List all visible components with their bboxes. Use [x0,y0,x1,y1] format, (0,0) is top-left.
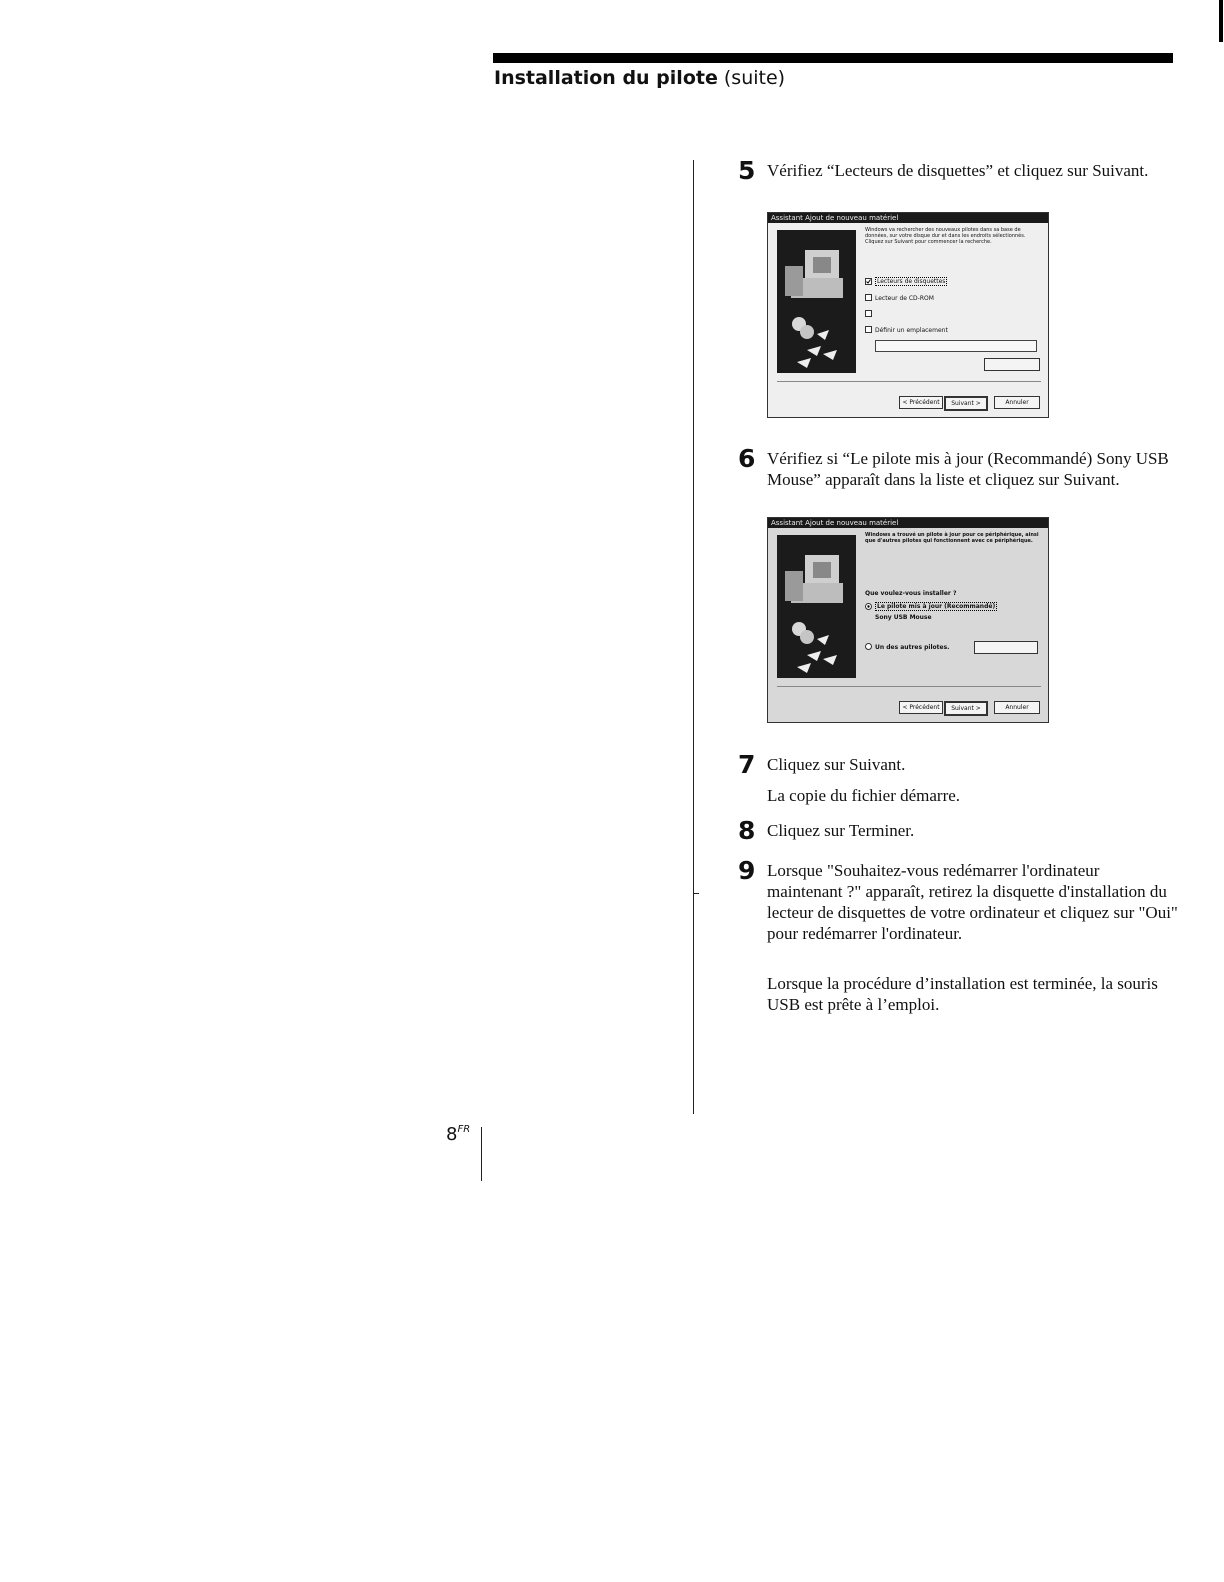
page-number [446,1124,470,1145]
computer-illustration-icon [777,230,856,373]
dialog-intro: Windows a trouvé un pilote à jour pour ce périphérique, ainsi que d'autres pilotes qui fonctionnent avec ce périphérique. [865,532,1039,544]
page-title-main: Installation du pilote [494,67,718,89]
dialog-title: Assistant Ajout de nouveau matériel [768,518,1048,528]
page-title [494,67,785,89]
step-7-detail: La copie du fichier démarre. [767,786,961,805]
next-button[interactable]: Suivant > [944,396,988,411]
option-cdrom[interactable] [865,294,934,302]
step-6 [738,444,1178,490]
footer-rule [481,1127,482,1181]
step-9 [738,856,1178,944]
checkbox-icon[interactable] [865,294,872,301]
computer-illustration-icon [777,535,856,678]
step-text: Cliquez sur Suivant. [767,755,906,774]
step-number: 7 [738,750,756,779]
radio-selected-icon[interactable] [865,603,872,610]
step-text: Vérifiez si “Le pilote mis à jour (Recommandé) Sony USB Mouse” apparaît dans la liste et cliquez sur Suivant. [767,449,1169,489]
page-number-value: 8 [446,1124,458,1145]
option-location[interactable] [865,326,948,334]
column-divider-tick [693,893,699,894]
step-7 [738,750,1178,779]
cancel-button[interactable]: Annuler [994,701,1040,714]
step-text: Cliquez sur Terminer. [767,821,915,840]
dialog-separator [777,381,1041,382]
radio-icon[interactable] [865,643,872,650]
checkbox-icon[interactable] [865,326,872,333]
option-label: Lecteurs de disquettes [877,278,946,285]
column-divider [693,160,694,1114]
step-number: 8 [738,816,756,845]
option-label: Un des autres pilotes. [875,644,950,651]
back-button[interactable]: < Précédent [899,701,943,714]
page-title-suffix: (suite) [723,67,786,89]
step-number: 9 [738,856,756,885]
next-button[interactable]: Suivant > [944,701,988,716]
checkbox-icon [865,310,872,317]
dialog-screenshot-driver [767,517,1049,723]
step-number: 6 [738,444,756,473]
step-text: Lorsque "Souhaitez-vous redémarrer l'ordinateur maintenant ?" apparaît, retirez la disquette d'installation du lecteur de disquettes de votre ordinateur et cliquez sur "Oui" pour redémarrer l'ordinateur. [767,861,1178,943]
option-other-drivers[interactable] [865,643,949,651]
cancel-button[interactable]: Annuler [994,396,1040,409]
view-list-button[interactable] [974,641,1038,654]
dialog-intro: Windows va rechercher des nouveaux pilotes dans sa base de données, sur votre disque dur et dans les endroits sélectionnés. Cliquez sur Suivant pour commencer la recherche. [865,227,1026,245]
step-number: 5 [738,156,756,185]
option-disabled [865,310,875,318]
option-label: Lecteur de CD-ROM [875,295,934,302]
page-number-suffix: FR [457,1124,471,1135]
step-8 [738,816,1178,845]
wizard-illustration [777,230,856,373]
question-label: Que voulez-vous installer ? [865,590,957,597]
dialog-separator [777,686,1041,687]
back-button[interactable]: < Précédent [899,396,943,409]
step-5 [738,156,1178,185]
option-sublabel: Sony USB Mouse [875,614,932,621]
wizard-illustration [777,535,856,678]
page-edge-mark [1219,0,1223,42]
dialog-title: Assistant Ajout de nouveau matériel [768,213,1048,223]
option-label: Définir un emplacement [875,327,948,334]
option-updated-driver[interactable] [865,603,997,610]
step-text: Vérifiez “Lecteurs de disquettes” et cliquez sur Suivant. [767,161,1149,180]
closing-paragraph: Lorsque la procédure d’installation est terminée, la souris USB est prête à l’emploi. [767,974,1158,1014]
option-floppy[interactable] [865,278,947,285]
dialog-screenshot-floppy [767,212,1049,418]
option-label: Le pilote mis à jour (Recommandé) [877,603,996,610]
header-rule [493,53,1173,63]
browse-button[interactable] [984,358,1040,371]
location-combobox[interactable] [875,340,1037,352]
checkbox-checked-icon[interactable] [865,278,872,285]
